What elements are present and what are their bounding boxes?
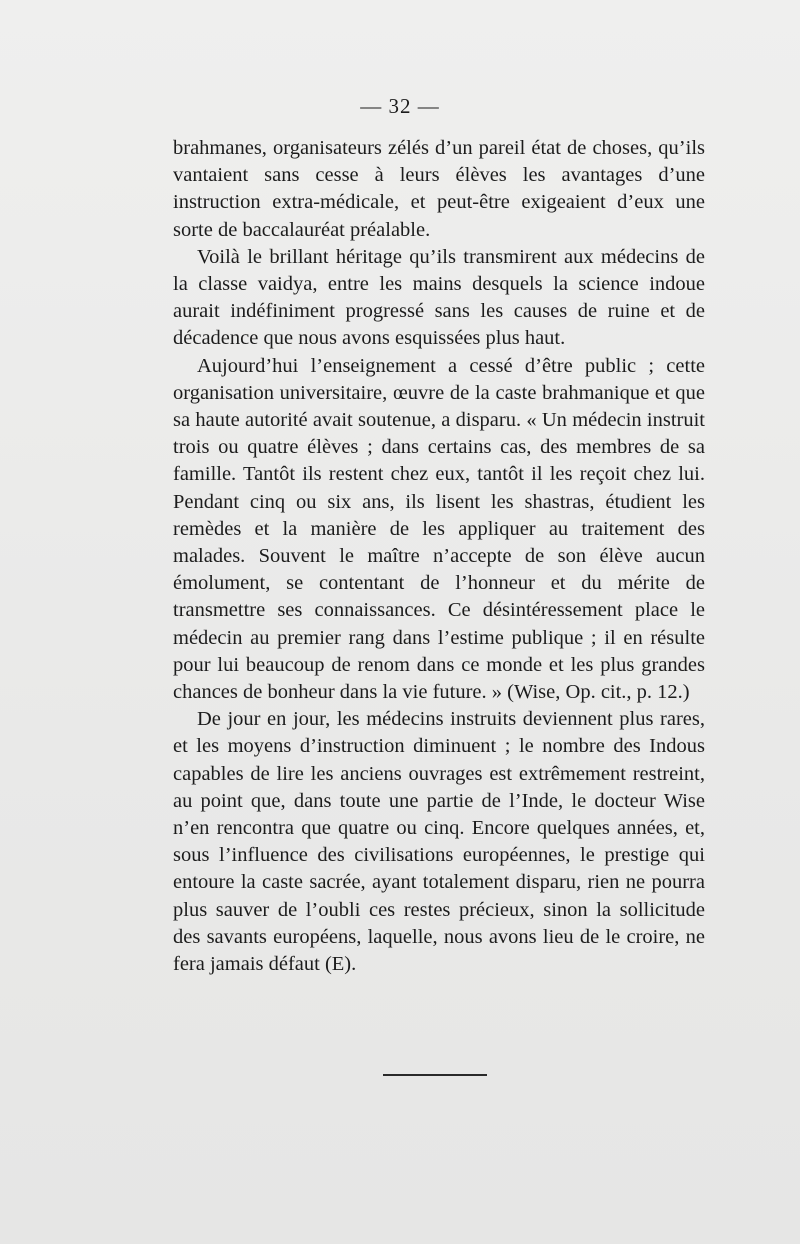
body-text	[173, 135, 705, 978]
page-number: — 32 —	[360, 94, 440, 118]
paragraph-2: Voilà le brillant héritage qu’ils transmirent aux médecins de la classe vaidya, entre les mains desquels la science indoue aurait indéfiniment progressé sans les causes de ruine et de décadence que nous avons esquissées plus haut.	[173, 245, 705, 350]
paragraph-3: Aujourd’hui l’enseignement a cessé d’être public ; cette organisation universitaire, œuvre de la caste brahmanique et que sa haute autorité avait soutenue, a disparu. « Un médecin instruit trois ou quatre élèves ; dans certains cas, des membres de sa famille. Tantôt ils restent chez eux, tantôt il les reçoit chez lui. Pendant cinq ou six ans, ils lisent les shastras, étudient les remèdes et la manière de les appliquer au traitement des malades. Souvent le maître n’accepte de son élève aucun émolument, se contentant de l’honneur et du mérite de transmettre ses connaissances. Ce désintéressement place le médecin au premier rang dans l’estime publique ; il en résulte pour lui beaucoup de renom dans ce monde et les plus grandes chances de bonheur dans la vie future. » (Wise, Op. cit., p. 12.)	[173, 354, 705, 704]
paragraph-1: brahmanes, organisateurs zélés d’un pareil état de choses, qu’ils vantaient sans cesse à leurs élèves les avantages d’une instruction extra-médicale, et peut-être exigeaient d’eux une sorte de baccalauréat préalable.	[173, 137, 705, 241]
paragraph-4: De jour en jour, les médecins instruits deviennent plus rares, et les moyens d’instruction diminuent ; le nombre des Indous capables de lire les anciens ouvrages est extrêmement restreint, au point que, dans toute une partie de l’Inde, le docteur Wise n’en rencontra que quatre ou cinq. Encore quelques années, et, sous l’influence des civilisations européennes, le prestige qui entoure la caste sacrée, ayant totalement disparu, rien ne pourra plus sauver de l’oubli ces restes précieux, sinon la sollicitude des savants européens, laquelle, nous avons lieu de le croire, ne fera jamais défaut (E).	[173, 708, 705, 976]
end-rule	[383, 1074, 487, 1076]
